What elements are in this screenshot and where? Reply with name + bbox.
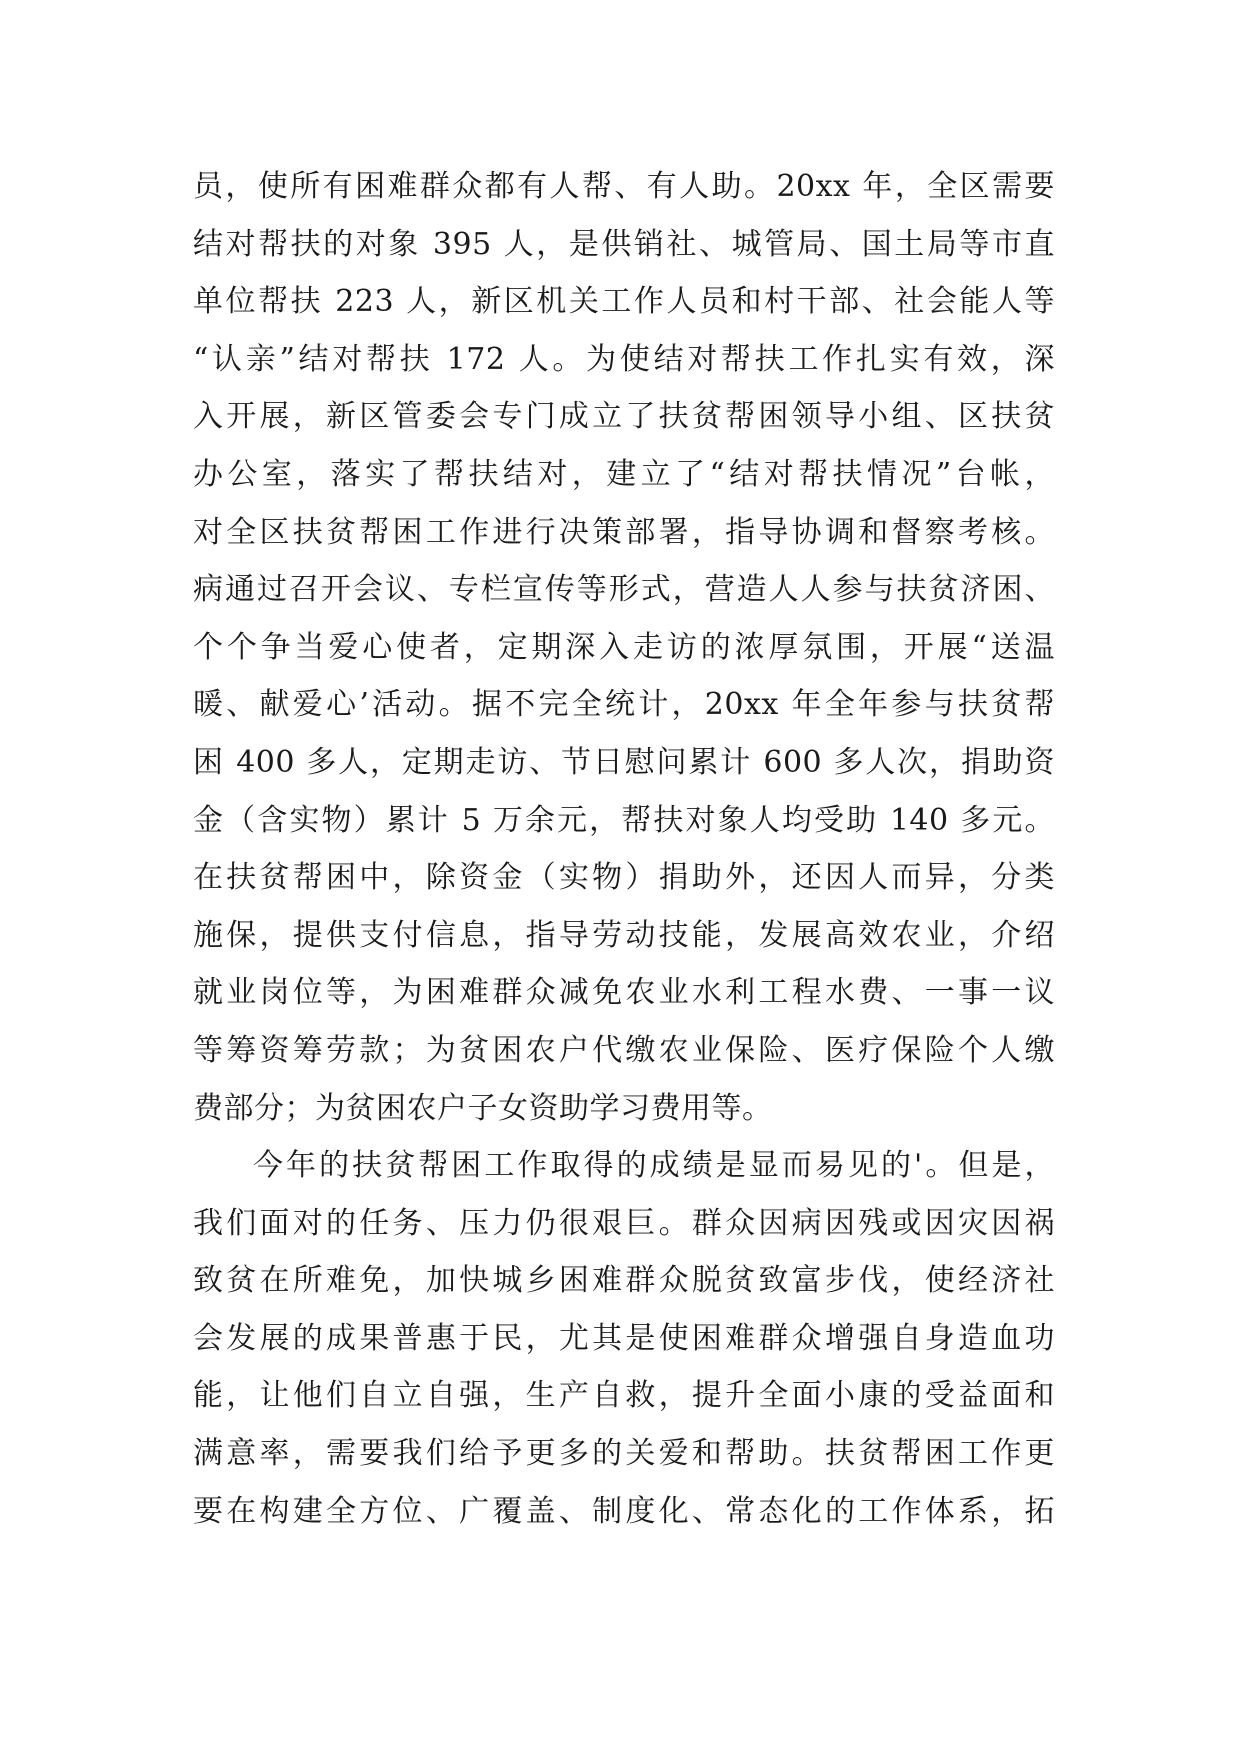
paragraph-line: 单位帮扶 223 人，新区机关工作人员和村干部、社会能人等 — [193, 284, 1055, 320]
paragraph-2 — [193, 1137, 1055, 1540]
paragraph-1 — [193, 158, 1055, 1137]
paragraph-line: 暖、献爱心’活动。据不完全统计，20xx 年全年参与扶贫帮 — [193, 687, 1055, 723]
paragraph-line: 要在构建全方位、广覆盖、制度化、常态化的工作体系，拓 — [193, 1493, 1055, 1529]
paragraph-line: 等筹资筹劳款；为贫困农户代缴农业保险、医疗保险个人缴 — [193, 1032, 1055, 1068]
paragraph-line: 入开展，新区管委会专门成立了扶贫帮困领导小组、区扶贫 — [193, 399, 1055, 435]
paragraph-line: 员，使所有困难群众都有人帮、有人助。20xx 年，全区需要 — [193, 169, 1055, 204]
paragraph-line: 金（含实物）累计 5 万余元，帮扶对象人均受助 140 多元。 — [193, 802, 1055, 838]
paragraph-line: 施保，提供支付信息，指导劳动技能，发展高效农业，介绍 — [193, 917, 1055, 953]
paragraph-line: 困 400 多人，定期走访、节日慰问累计 600 多人次，捐助资 — [193, 744, 1055, 780]
paragraph-line: 费部分；为贫困农户子女资助学习费用等。 — [193, 1090, 773, 1126]
paragraph-line: 个个争当爱心使者，定期深入走访的浓厚氛围，开展“送温 — [193, 629, 1055, 665]
document-body — [193, 158, 1055, 1540]
paragraph-line: 在扶贫帮困中，除资金（实物）捐助外，还因人而异，分类 — [193, 860, 1055, 896]
paragraph-line: 致贫在所难免，加快城乡困难群众脱贫致富步伐，使经济社 — [193, 1263, 1055, 1299]
paragraph-line: 能，让他们自立自强，生产自救，提升全面小康的受益面和 — [193, 1378, 1055, 1414]
paragraph-line: 办公室，落实了帮扶结对，建立了“结对帮扶情况”台帐， — [193, 456, 1055, 492]
paragraph-line: 病通过召开会议、专栏宣传等形式，营造人人参与扶贫济困、 — [193, 572, 1055, 608]
paragraph-line: 就业岗位等，为困难群众减免农业水利工程水费、一事一议 — [193, 975, 1055, 1011]
paragraph-line: 对全区扶贫帮困工作进行决策部署，指导协调和督察考核。 — [193, 514, 1055, 550]
paragraph-line: 结对帮扶的对象 395 人，是供销社、城管局、国土局等市直 — [193, 226, 1055, 262]
paragraph-line: 今年的扶贫帮困工作取得的成绩是显而易见的'。但是， — [253, 1148, 1055, 1184]
paragraph-line: “认亲”结对帮扶 172 人。为使结对帮扶工作扎实有效，深 — [193, 341, 1055, 377]
paragraph-line: 会发展的成果普惠于民，尤其是使困难群众增强自身造血功 — [193, 1320, 1055, 1356]
paragraph-line: 我们面对的任务、压力仍很艰巨。群众因病因残或因灾因祸 — [193, 1205, 1055, 1241]
paragraph-line: 满意率，需要我们给予更多的关爱和帮助。扶贫帮困工作更 — [193, 1436, 1055, 1472]
